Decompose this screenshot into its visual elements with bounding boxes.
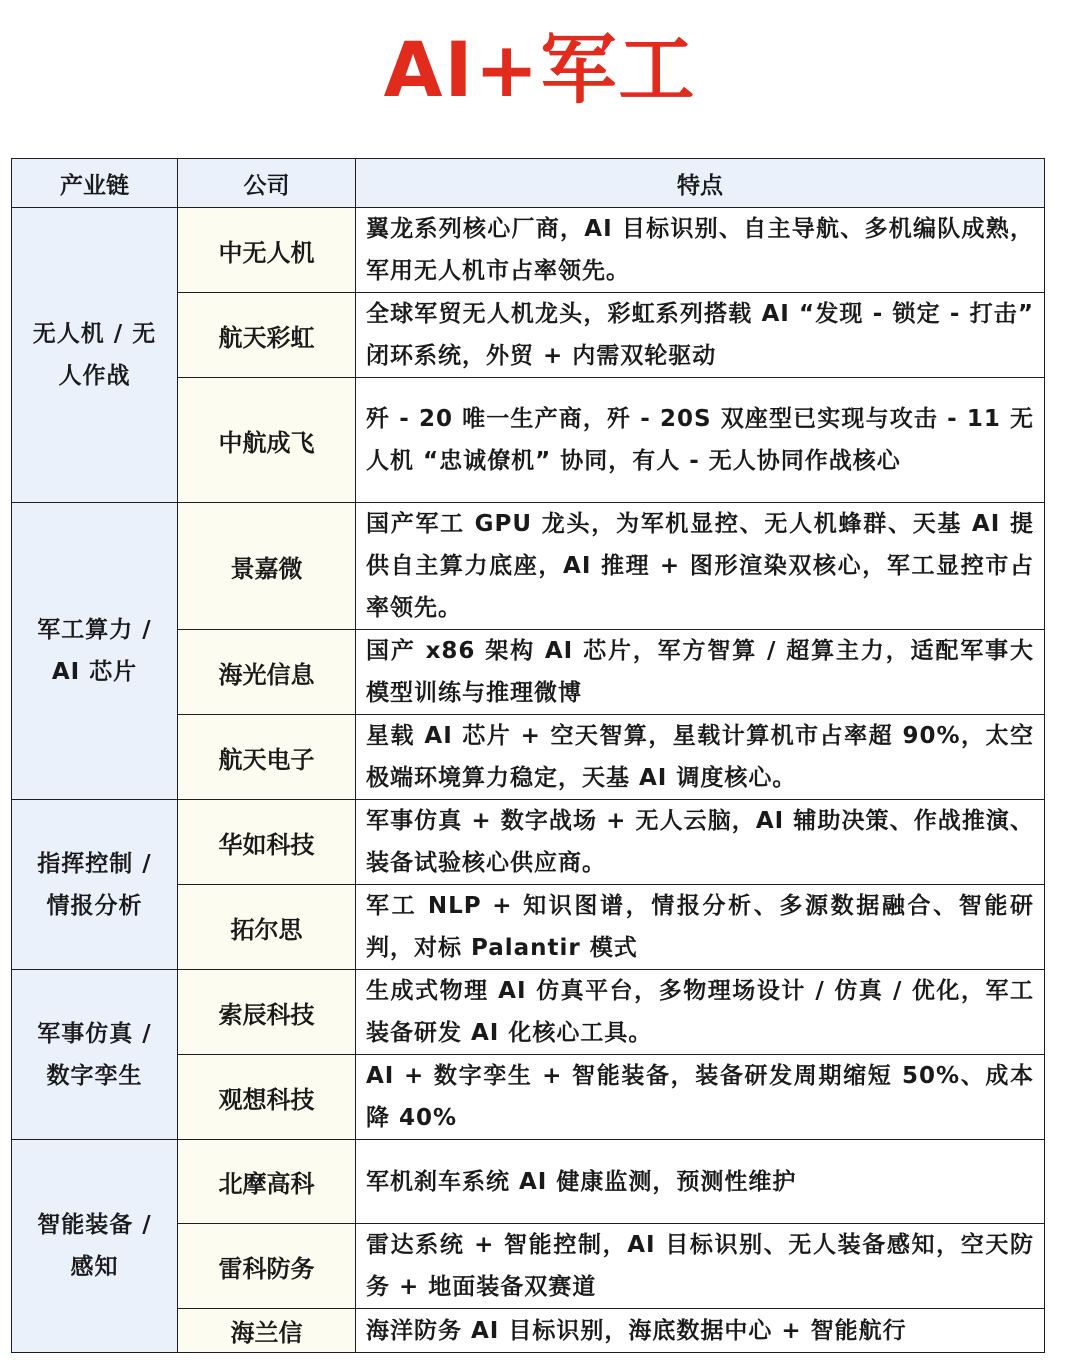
feature-cell: 翼龙系列核心厂商，AI 目标识别、自主导航、多机编队成熟，军用无人机市占率领先。 xyxy=(356,208,1045,293)
feature-cell: 星载 AI 芯片 + 空天智算，星载计算机市占率超 90%，太空极端环境算力稳定，天基 AI 调度核心。 xyxy=(356,715,1045,800)
company-cell: 拓尔思 xyxy=(178,885,356,970)
company-cell: 北摩高科 xyxy=(178,1140,356,1224)
feature-cell: 全球军贸无人机龙头，彩虹系列搭载 AI “发现 - 锁定 - 打击” 闭环系统，外贸 + 内需双轮驱动 xyxy=(356,293,1045,378)
header-company: 公司 xyxy=(178,159,356,208)
company-cell: 海兰信 xyxy=(178,1309,356,1353)
chain-cell: 智能装备 / 感知 xyxy=(12,1140,178,1353)
company-cell: 观想科技 xyxy=(178,1055,356,1140)
table-row xyxy=(12,208,1045,293)
page-title: AI+军工 xyxy=(383,25,697,114)
company-cell: 景嘉微 xyxy=(178,503,356,630)
feature-cell: 国产 x86 架构 AI 芯片，军方智算 / 超算主力，适配军事大模型训练与推理微博 xyxy=(356,630,1045,715)
chain-cell: 无人机 / 无人作战 xyxy=(12,208,178,503)
company-cell: 中无人机 xyxy=(178,208,356,293)
company-cell: 航天电子 xyxy=(178,715,356,800)
chain-cell: 指挥控制 / 情报分析 xyxy=(12,800,178,970)
table-row xyxy=(12,800,1045,885)
feature-cell: AI + 数字孪生 + 智能装备，装备研发周期缩短 50%、成本降 40% xyxy=(356,1055,1045,1140)
table-row xyxy=(12,970,1045,1055)
feature-cell: 军工 NLP + 知识图谱，情报分析、多源数据融合、智能研判，对标 Palantir 模式 xyxy=(356,885,1045,970)
header-chain: 产业链 xyxy=(12,159,178,208)
industry-table xyxy=(11,158,1045,1353)
chain-cell: 军工算力 / AI 芯片 xyxy=(12,503,178,800)
chain-cell: 军事仿真 / 数字孪生 xyxy=(12,970,178,1140)
feature-cell: 军机刹车系统 AI 健康监测，预测性维护 xyxy=(356,1140,1045,1224)
feature-cell: 雷达系统 + 智能控制，AI 目标识别、无人装备感知，空天防务 + 地面装备双赛道 xyxy=(356,1224,1045,1309)
feature-cell: 海洋防务 AI 目标识别，海底数据中心 + 智能航行 xyxy=(356,1309,1045,1353)
table-header-row xyxy=(12,159,1045,208)
company-cell: 华如科技 xyxy=(178,800,356,885)
company-cell: 海光信息 xyxy=(178,630,356,715)
company-cell: 索辰科技 xyxy=(178,970,356,1055)
table-row xyxy=(12,503,1045,630)
table-row xyxy=(12,1140,1045,1224)
feature-cell: 国产军工 GPU 龙头，为军机显控、无人机蜂群、天基 AI 提供自主算力底座，AI 推理 + 图形渲染双核心，军工显控市占率领先。 xyxy=(356,503,1045,630)
feature-cell: 歼 - 20 唯一生产商，歼 - 20S 双座型已实现与攻击 - 11 无人机 “忠诚僚机” 协同，有人 - 无人协同作战核心 xyxy=(356,378,1045,503)
company-cell: 中航成飞 xyxy=(178,378,356,503)
company-cell: 雷科防务 xyxy=(178,1224,356,1309)
feature-cell: 军事仿真 + 数字战场 + 无人云脑，AI 辅助决策、作战推演、装备试验核心供应商。 xyxy=(356,800,1045,885)
company-cell: 航天彩虹 xyxy=(178,293,356,378)
header-feature: 特点 xyxy=(356,159,1045,208)
feature-cell: 生成式物理 AI 仿真平台，多物理场设计 / 仿真 / 优化，军工装备研发 AI 化核心工具。 xyxy=(356,970,1045,1055)
